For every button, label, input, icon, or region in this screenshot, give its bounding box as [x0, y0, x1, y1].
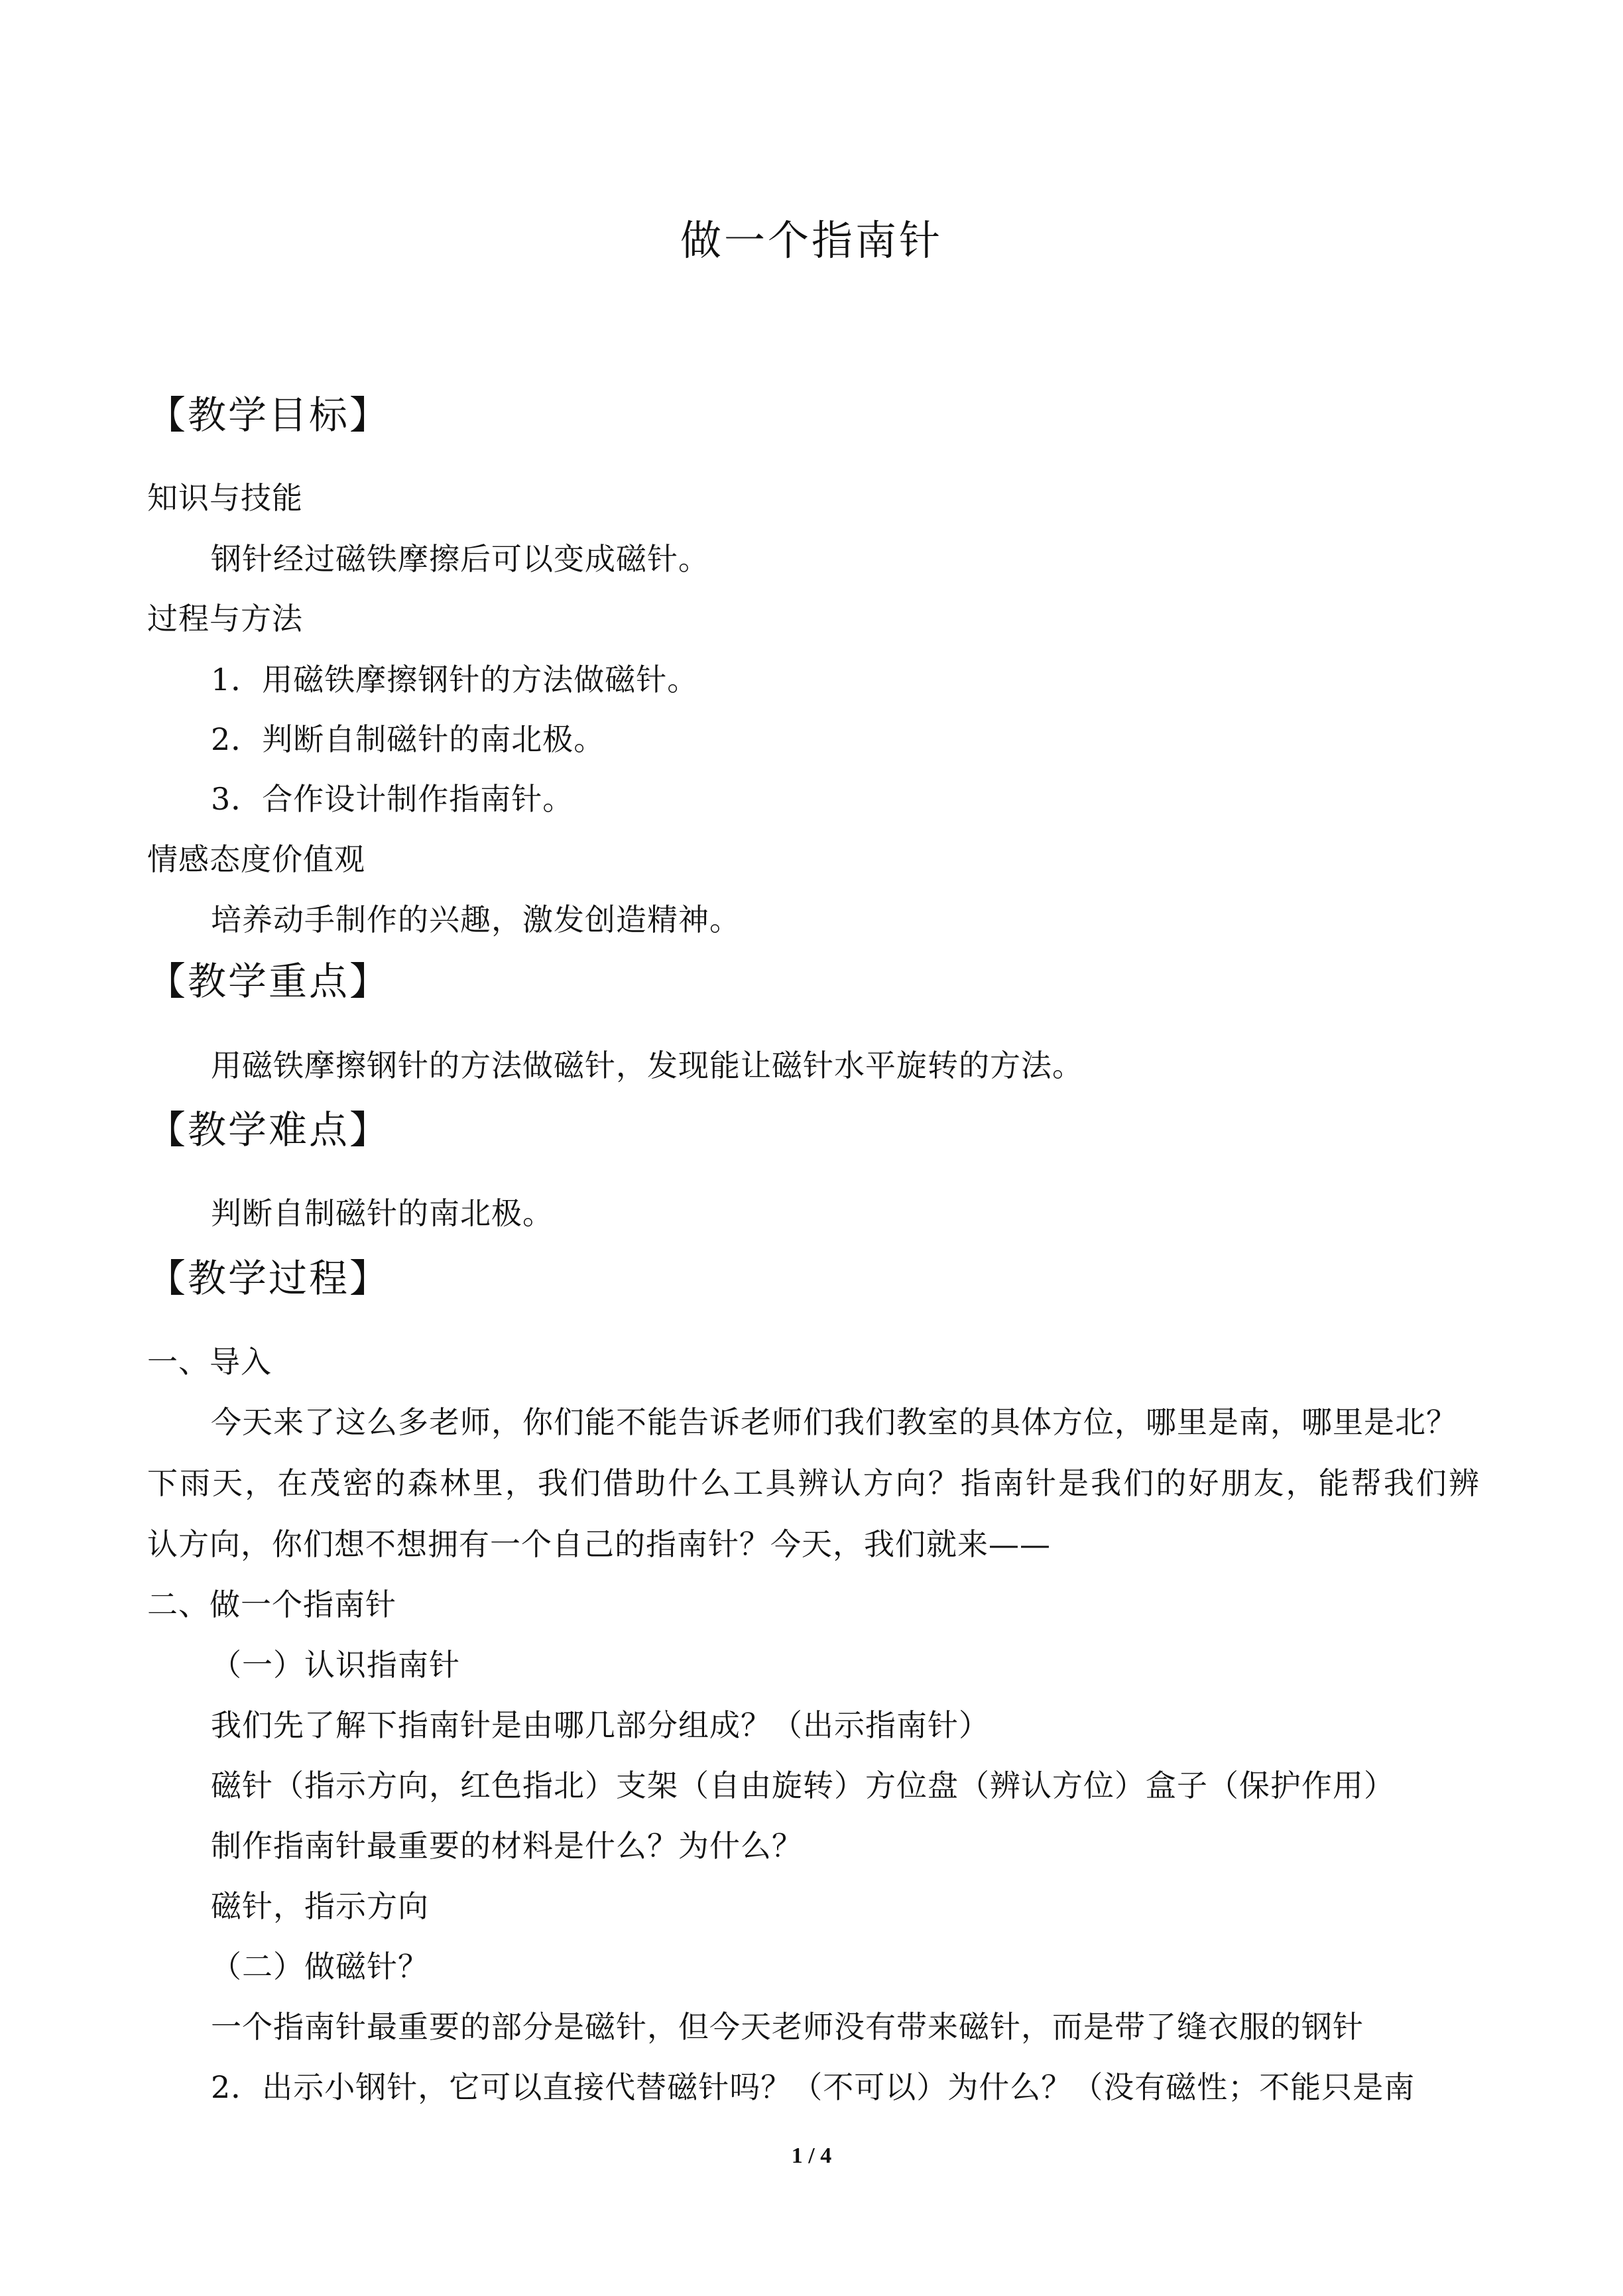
part2-line-2: 2．出示小钢针，它可以直接代替磁针吗？（不可以）为什么？（没有磁性；不能只是南 — [211, 2069, 1415, 2105]
difficulty-text: 判断自制磁针的南北极。 — [211, 1195, 554, 1231]
knowledge-label: 知识与技能 — [147, 480, 303, 516]
process-item-2: 2．判断自制磁针的南北极。 — [211, 721, 605, 757]
emotion-text: 培养动手制作的兴趣，激发创造精神。 — [211, 902, 741, 937]
difficulty-heading: 【教学难点】 — [147, 1107, 391, 1152]
intro-line-2: 下雨天，在茂密的森林里，我们借助什么工具辨认方向？指南针是我们的好朋友，能帮我们辨 — [147, 1465, 1480, 1501]
process-item-3: 3．合作设计制作指南针。 — [211, 781, 574, 817]
page-number: 1 / 4 — [791, 2144, 832, 2168]
part1-line-3: 制作指南针最重要的材料是什么？为什么？ — [211, 1828, 803, 1864]
key-heading: 【教学重点】 — [147, 959, 391, 1004]
part1-line-2: 磁针（指示方向，红色指北）支架（自由旋转）方位盘（辨认方位）盒子（保护作用） — [211, 1768, 1395, 1803]
objectives-heading: 【教学目标】 — [147, 393, 391, 438]
procedure-heading: 【教学过程】 — [147, 1256, 391, 1301]
part1-line-1: 我们先了解下指南针是由哪几部分组成？（出示指南针） — [211, 1707, 990, 1743]
process-label: 过程与方法 — [147, 601, 303, 636]
part1-label: （一）认识指南针 — [211, 1647, 460, 1683]
document-title: 做一个指南针 — [680, 216, 943, 265]
process-item-1: 1．用磁铁摩擦钢针的方法做磁针。 — [211, 662, 699, 697]
part2-line-1: 一个指南针最重要的部分是磁针，但今天老师没有带来磁针，而是带了缝衣服的钢针 — [211, 2009, 1364, 2045]
key-text: 用磁铁摩擦钢针的方法做磁针，发现能让磁针水平旋转的方法。 — [211, 1048, 1083, 1083]
intro-label: 一、导入 — [147, 1344, 272, 1380]
part2-label: （二）做磁针？ — [211, 1949, 429, 1984]
part1-line-4: 磁针，指示方向 — [211, 1888, 429, 1924]
intro-line-3: 认方向，你们想不想拥有一个自己的指南针？今天，我们就来—— — [147, 1526, 1051, 1562]
make-label: 二、做一个指南针 — [147, 1587, 396, 1622]
knowledge-text: 钢针经过磁铁摩擦后可以变成磁针。 — [211, 541, 709, 577]
emotion-label: 情感态度价值观 — [147, 841, 365, 877]
intro-line-1: 今天来了这么多老师，你们能不能告诉老师们我们教室的具体方位，哪里是南，哪里是北？ — [211, 1404, 1457, 1440]
